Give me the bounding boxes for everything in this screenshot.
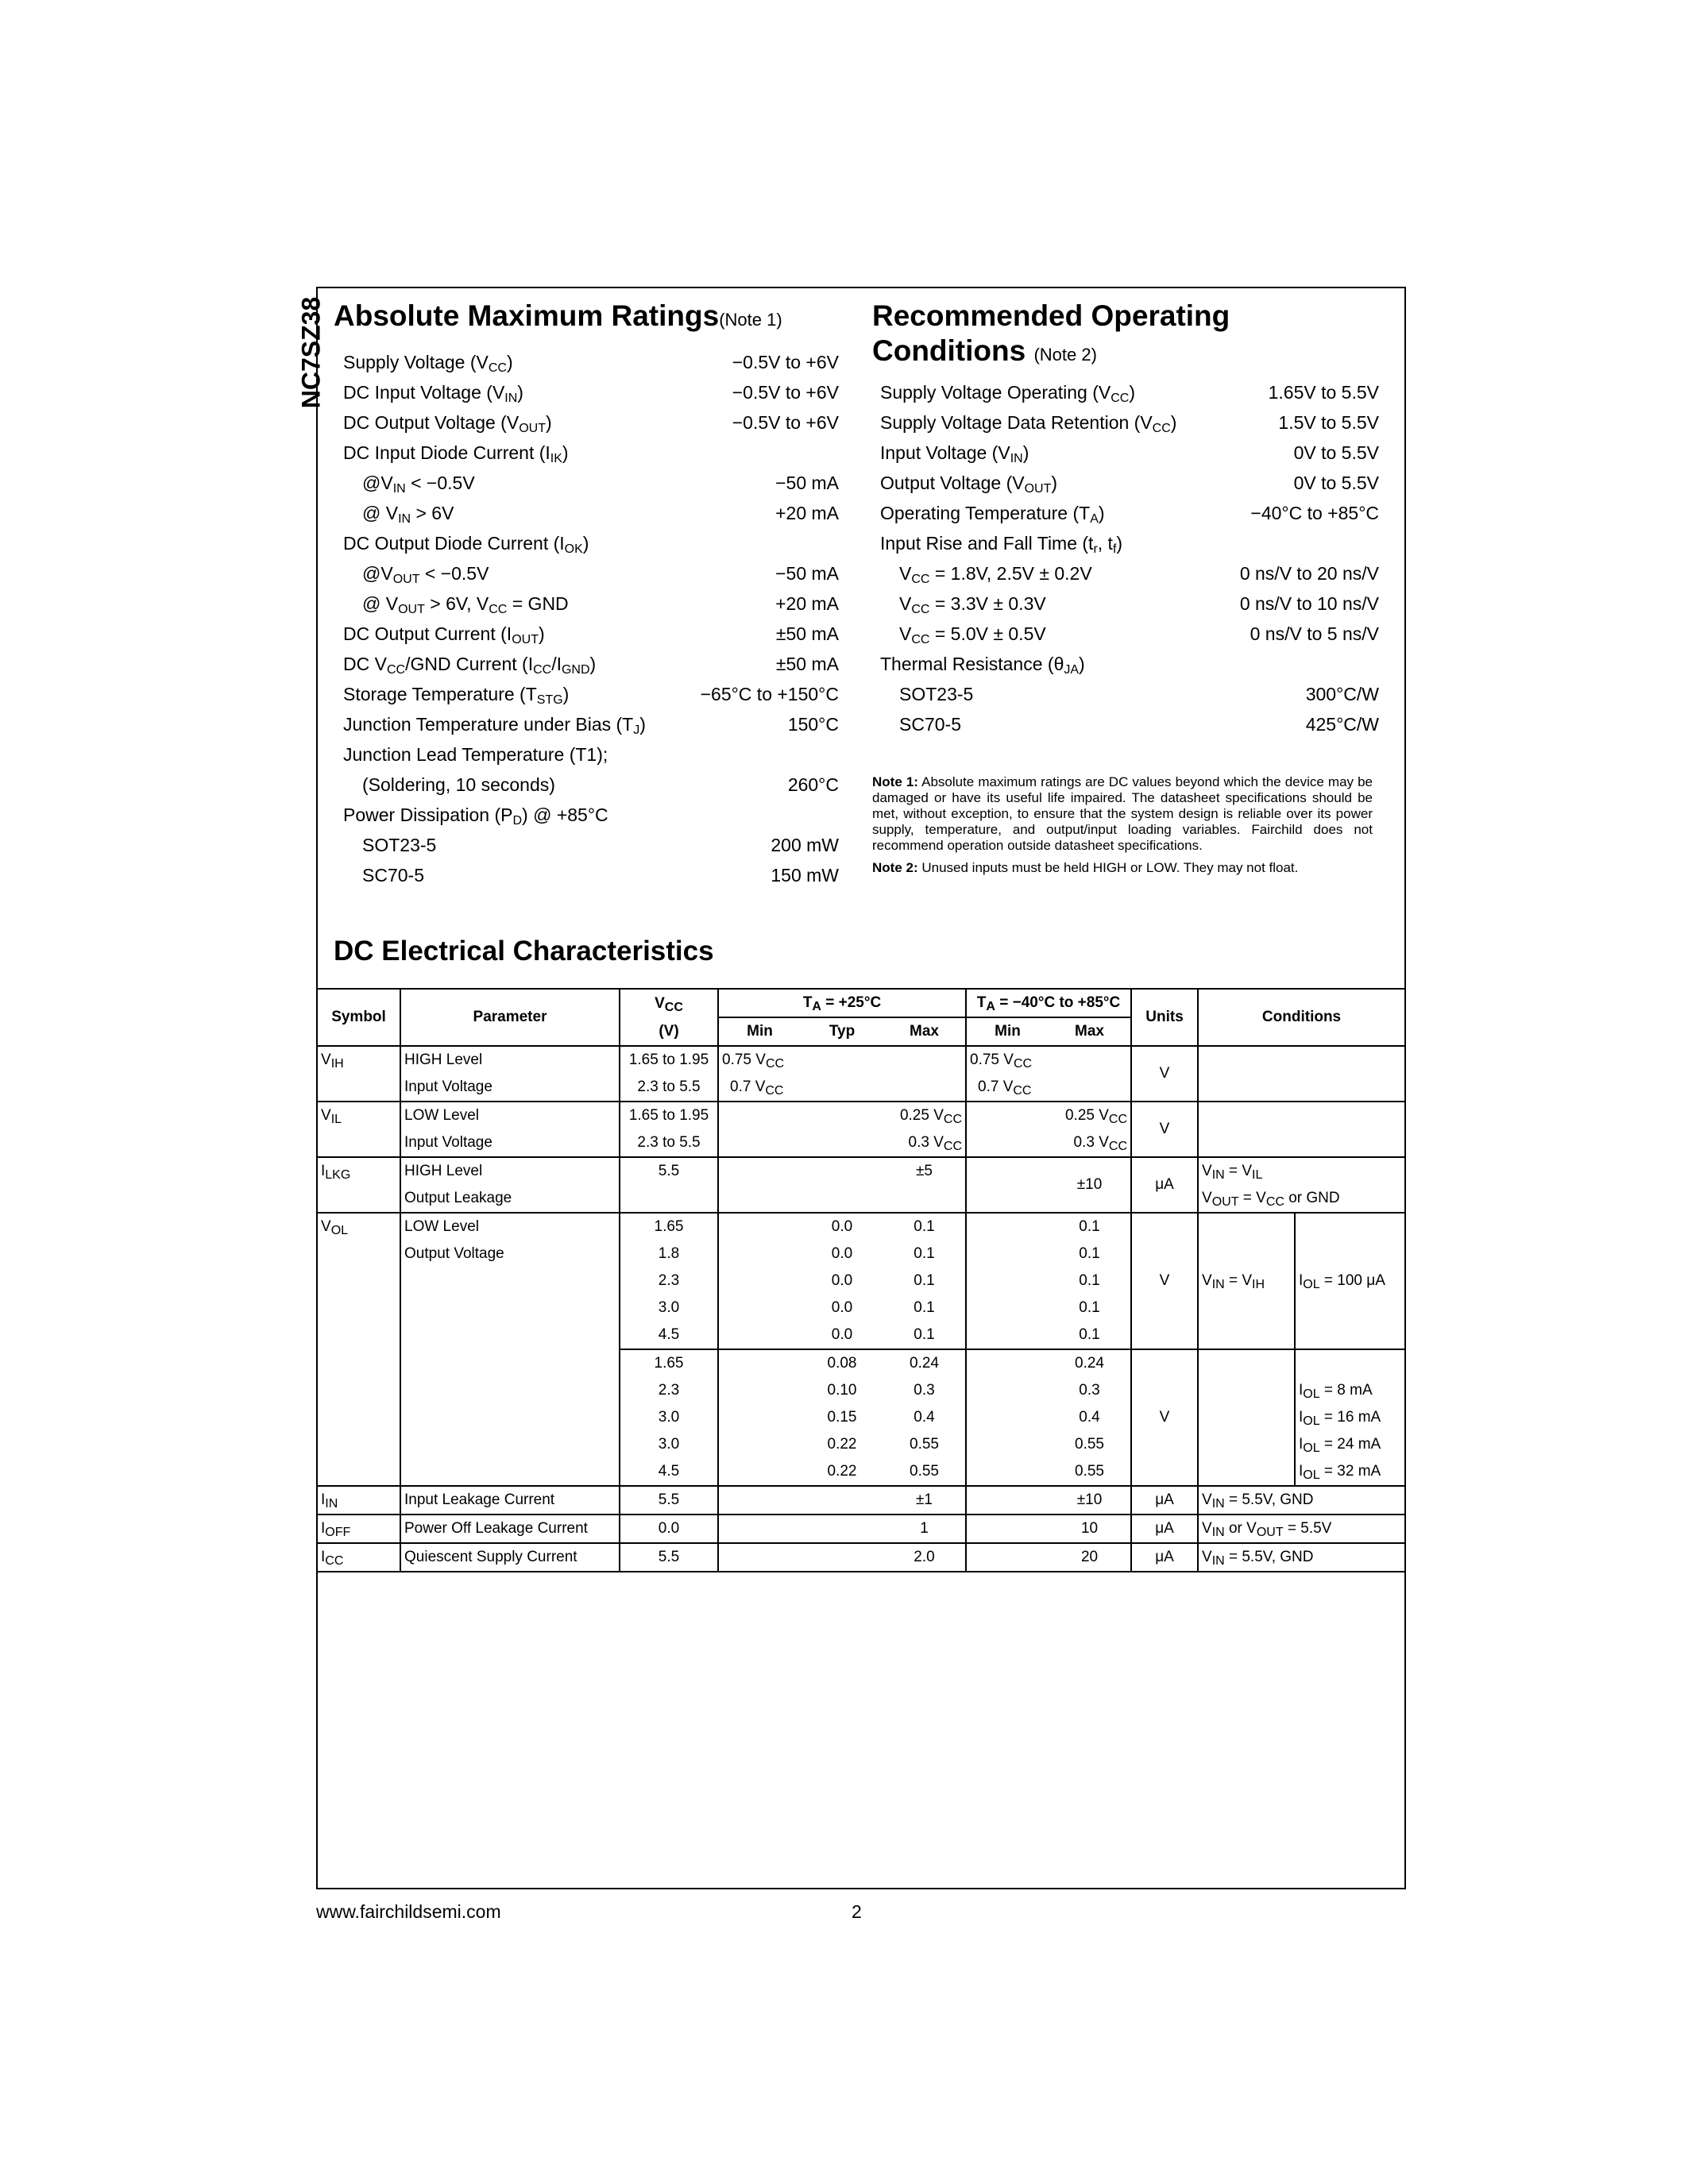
cell-max: 0.3 $V_{CC}$: [908, 1134, 962, 1153]
cell-vcc: 4.5: [620, 1322, 718, 1349]
hdr-parameter: Parameter: [400, 989, 620, 1046]
rating-value: −0.5V to +6V: [732, 382, 839, 403]
rating-value: −50 mA: [775, 473, 839, 493]
hdr-typ: Typ: [801, 1017, 883, 1046]
rating-value: 0 ns/V to 5 ns/V: [1250, 623, 1379, 644]
rating-row: [880, 528, 1379, 558]
rating-label: Thermal Resistance $(\theta_{JA})$: [880, 654, 1085, 677]
hdr-min: Min: [718, 1017, 801, 1046]
rating-value: ±50 mA: [775, 654, 839, 674]
cell-range-min: 0.7 $V_{CC}$: [966, 1074, 1049, 1102]
rating-label: Input Voltage $(V_{IN})$: [880, 442, 1029, 465]
rating-row: [343, 377, 839, 407]
cell-cond: $V_{OUT} = V_{CC}$ or GND: [1198, 1185, 1404, 1213]
rating-label: DC Input Diode Current $(I_{IK})$: [343, 442, 569, 465]
cell-units: V: [1131, 1102, 1198, 1157]
cell-cond: $V_{IN} = 5.5V$, GND: [1198, 1486, 1404, 1515]
dc-table: [318, 988, 1404, 1572]
amr-note-ref: (Note 1): [719, 310, 782, 330]
cell-range-max: ±10: [1049, 1157, 1131, 1213]
rating-label: Supply Voltage Data Retention $(V_{CC})$: [880, 412, 1177, 435]
cell-param: Input Leakage Current: [400, 1486, 620, 1515]
cell-typ: 0.08: [801, 1349, 883, 1377]
cell-range-max: 0.1: [1079, 1299, 1100, 1316]
table-row: [318, 1102, 1404, 1129]
rating-row: [880, 649, 1379, 679]
rating-row: [880, 679, 1379, 709]
rating-row: [343, 739, 839, 770]
rating-label: (Soldering, 10 seconds): [362, 774, 555, 795]
footer-url[interactable]: www.fairchildsemi.com: [316, 1901, 501, 1922]
cell-vcc: 1.65 to 1.95: [620, 1102, 718, 1129]
roc-title-line1: Recommended Operating: [872, 299, 1230, 332]
rating-row: [343, 438, 839, 468]
cell-min: 0.7 $V_{CC}$: [718, 1074, 801, 1102]
cell-typ: 0.22: [827, 1463, 857, 1480]
cell-symbol: $I_{IN}$: [318, 1486, 400, 1515]
table-row: [318, 1486, 1404, 1515]
cell-range-max: 0.1: [1079, 1245, 1100, 1262]
side-part-number: NC7SZ38: [296, 296, 326, 409]
rating-label: Supply Voltage $(V_{CC})$: [343, 352, 513, 375]
cell-vcc: 3.0: [620, 1295, 718, 1322]
rating-label: Operating Temperature $(T_A)$: [880, 503, 1105, 526]
cell-range-max: 0.55: [1075, 1436, 1104, 1453]
rating-row: [880, 407, 1379, 438]
rating-row: [880, 498, 1379, 528]
table-row: [318, 1515, 1404, 1543]
cell-units: μA: [1131, 1543, 1198, 1572]
cell-vcc: 1.65: [620, 1349, 718, 1377]
rating-label: DC Input Voltage $(V_{IN})$: [343, 382, 523, 405]
cell-max: 0.3: [914, 1382, 935, 1399]
cell-iol: $I_{OL} = 16$ mA: [1295, 1404, 1404, 1431]
cell-param: HIGH Level: [400, 1046, 620, 1074]
amr-heading: [334, 299, 782, 338]
note-2: [872, 860, 1373, 876]
note-2-label: Note 2:: [872, 860, 918, 875]
rating-value: 1.65V to 5.5V: [1268, 382, 1379, 403]
cell-max: 1: [883, 1515, 966, 1543]
cell-typ: 0.15: [827, 1409, 857, 1426]
rating-value: −50 mA: [775, 563, 839, 584]
cell-vcc: 2.3 to 5.5: [620, 1129, 718, 1157]
cell-symbol: $I_{OFF}$: [318, 1515, 400, 1543]
rating-label: $V_{CC} = 5.0V \pm 0.5V$: [899, 623, 1046, 646]
rating-value: −65°C to +150°C: [700, 684, 839, 704]
hdr-symbol: Symbol: [318, 989, 400, 1046]
cell-max: 0.1: [914, 1245, 935, 1262]
cell-param: HIGH Level: [400, 1157, 620, 1185]
cell-param: LOW Level: [400, 1102, 620, 1129]
cell-vcc: 3.0: [620, 1404, 718, 1431]
rating-value: 300°C/W: [1305, 684, 1379, 704]
table-row: [318, 1185, 1404, 1213]
rating-label: DC Output Voltage $(V_{OUT})$: [343, 412, 552, 435]
cell-typ: 0.0: [831, 1245, 853, 1262]
note-1-text: Absolute maximum ratings are DC values beyond which the device may be damaged or have its useful life impaired. The datasheet specifications should be met, without exception, to ensure that the system design is reliable over its power supply, temperature, and output/input loading variables. Fairchild does not recommend operation outside datasheet specifications.: [872, 774, 1373, 853]
rating-row: [880, 709, 1379, 739]
rating-row: [343, 860, 839, 890]
cell-typ: 0.0: [801, 1213, 883, 1241]
rating-row: [343, 800, 839, 830]
cell-range-max: 0.25 $V_{CC}$: [1049, 1102, 1131, 1129]
cell-symbol: $I_{LKG}$: [318, 1157, 400, 1213]
cell-vcc: 5.5: [620, 1543, 718, 1572]
hdr-vcc-unit: (V): [620, 1017, 718, 1046]
cell-units: μA: [1131, 1515, 1198, 1543]
rating-value: 0V to 5.5V: [1293, 473, 1379, 493]
cell-param: Output Leakage: [400, 1185, 620, 1213]
table-row: [318, 1046, 1404, 1074]
cell-iol: $I_{OL} = 24$ mA: [1295, 1431, 1404, 1458]
cell-range-max: 0.1: [1079, 1272, 1100, 1289]
rating-value: +20 mA: [775, 503, 839, 523]
rating-label: DC Output Current $(I_{OUT})$: [343, 623, 545, 646]
rating-value: 150°C: [787, 714, 839, 735]
note-2-text: Unused inputs must be held HIGH or LOW. They may not float.: [921, 860, 1299, 875]
rating-value: −0.5V to +6V: [732, 412, 839, 433]
cell-vcc: 5.5: [620, 1157, 718, 1185]
cell-max: ±5: [883, 1157, 966, 1185]
rating-value: 150 mW: [771, 865, 839, 886]
cell-range-max: 0.3 $V_{CC}$: [1073, 1134, 1128, 1153]
cell-cond: $V_{IN} = 5.5V$, GND: [1198, 1543, 1404, 1572]
hdr-units: Units: [1131, 989, 1198, 1046]
rating-label: Junction Temperature under Bias $(T_J)$: [343, 714, 646, 737]
rating-label: SC70-5: [362, 865, 424, 886]
cell-vcc: 1.65 to 1.95: [620, 1046, 718, 1074]
rating-label: SOT23-5: [362, 835, 437, 855]
cell-max: 0.25 $V_{CC}$: [883, 1102, 966, 1129]
cell-range-max: 0.55: [1075, 1463, 1104, 1480]
cell-param: Power Off Leakage Current: [400, 1515, 620, 1543]
cell-param: Input Voltage: [400, 1074, 620, 1102]
rating-label: Output Voltage $(V_{OUT})$: [880, 473, 1058, 496]
rating-label: SC70-5: [899, 714, 961, 735]
roc-heading: [872, 299, 1230, 372]
cell-range-max: 0.1: [1079, 1326, 1100, 1343]
rating-row: [343, 347, 839, 377]
cell-typ: 0.0: [831, 1326, 853, 1343]
note-1: [872, 774, 1373, 854]
cell-vcc: 2.3: [620, 1377, 718, 1404]
table-row: [318, 1157, 1404, 1185]
cell-iol: [1295, 1349, 1404, 1377]
rating-label: DC $V_{CC}$/GND Current $(I_{CC}/I_{GND})$: [343, 654, 597, 677]
cell-range-max: 20: [1049, 1543, 1131, 1572]
rating-label: $V_{CC} = 1.8V$, 2.5V ± 0.2V: [899, 563, 1092, 586]
hdr-conditions: Conditions: [1198, 989, 1404, 1046]
rating-row: [343, 619, 839, 649]
cell-vcc: 2.3 to 5.5: [620, 1074, 718, 1102]
rating-row: [343, 588, 839, 619]
cell-vcc: 1.8: [620, 1241, 718, 1268]
cell-iol: $I_{OL} = 100$ μA: [1295, 1213, 1404, 1349]
cell-max: ±1: [883, 1486, 966, 1515]
rating-value: 0V to 5.5V: [1293, 442, 1379, 463]
cell-vcc: 1.65: [620, 1213, 718, 1241]
cell-vcc: 3.0: [620, 1431, 718, 1458]
cell-range-max: ±10: [1049, 1486, 1131, 1515]
rating-row: [343, 649, 839, 679]
hdr-vcc: $V_{CC}$: [620, 989, 718, 1017]
rating-value: 425°C/W: [1305, 714, 1379, 735]
cell-typ: 0.0: [831, 1299, 853, 1316]
rating-value: 0 ns/V to 10 ns/V: [1239, 593, 1379, 614]
rating-row: [343, 468, 839, 498]
rating-row: [343, 498, 839, 528]
rating-value: 1.5V to 5.5V: [1278, 412, 1379, 433]
cell-symbol: $V_{IL}$: [318, 1102, 400, 1157]
vol-rows: [318, 1213, 1404, 1486]
rating-value: −0.5V to +6V: [732, 352, 839, 372]
cell-vcc: 0.0: [620, 1515, 718, 1543]
cell-param: LOW Level: [400, 1213, 620, 1241]
cell-max: 0.4: [914, 1409, 935, 1426]
table-row: [318, 1213, 1404, 1241]
rating-row: [880, 377, 1379, 407]
cell-units: μA: [1131, 1157, 1198, 1213]
rating-label: Junction Lead Temperature (T1);: [343, 744, 608, 765]
table-row: [318, 1543, 1404, 1572]
cell-param: Quiescent Supply Current: [400, 1543, 620, 1572]
rating-value: 200 mW: [771, 835, 839, 855]
rating-label: @ $V_{OUT} > 6V$, $V_{CC}$ = GND: [362, 593, 569, 616]
cell-range-max: 0.3: [1079, 1382, 1100, 1399]
rating-value: −40°C to +85°C: [1250, 503, 1379, 523]
roc-note-ref: (Note 2): [1033, 345, 1097, 365]
rating-row: [343, 528, 839, 558]
hdr-max: Max: [883, 1017, 966, 1046]
hdr-ta25: $T_A = +25^\circ C$: [718, 989, 966, 1017]
rating-row: [880, 438, 1379, 468]
cell-symbol: $V_{IH}$: [321, 1051, 344, 1071]
rating-label: Supply Voltage Operating $(V_{CC})$: [880, 382, 1136, 405]
rating-value: 260°C: [787, 774, 839, 795]
cell-cond: $V_{IN} = V_{IL}$: [1198, 1157, 1404, 1185]
rating-row: [343, 407, 839, 438]
cell-units: μA: [1131, 1486, 1198, 1515]
notes: [872, 774, 1373, 882]
dc-title: DC Electrical Characteristics: [334, 936, 714, 967]
cell-symbol: $V_{OL}$: [318, 1213, 400, 1486]
cell-typ: 0.22: [827, 1436, 857, 1453]
rating-label: SOT23-5: [899, 684, 974, 704]
cell-units: V: [1131, 1349, 1198, 1486]
cell-min: 0.75 $V_{CC}$: [718, 1046, 801, 1074]
cell-cond: $V_{IN}$ or $V_{OUT} = 5.5V$: [1198, 1515, 1404, 1543]
rating-label: @ $V_{IN} > 6V$: [362, 503, 454, 526]
cell-param: Input Voltage: [400, 1129, 620, 1157]
hdr-range-max: Max: [1049, 1017, 1131, 1046]
cell-typ: 0.10: [827, 1382, 857, 1399]
rating-row: [343, 709, 839, 739]
cell-symbol: $I_{CC}$: [318, 1543, 400, 1572]
cell-vcc: 2.3: [620, 1268, 718, 1295]
rating-label: DC Output Diode Current $(I_{OK})$: [343, 533, 589, 556]
hdr-ta-range: $T_A = -40^\circ C$ to +85°C: [966, 989, 1131, 1017]
cell-range-max: 0.1: [1049, 1213, 1131, 1241]
rating-row: [880, 558, 1379, 588]
rating-row: [880, 619, 1379, 649]
cell-units: V: [1131, 1213, 1198, 1349]
rating-value: 0 ns/V to 20 ns/V: [1239, 563, 1379, 584]
rating-label: Power Dissipation $(P_D)$ @ +85°C: [343, 805, 608, 828]
cell-max: 0.1: [914, 1272, 935, 1289]
note-1-label: Note 1:: [872, 774, 918, 789]
cell-range-min: 0.75 $V_{CC}$: [966, 1046, 1049, 1074]
roc-list: [880, 377, 1379, 739]
cell-max: 2.0: [883, 1543, 966, 1572]
rating-value: ±50 mA: [775, 623, 839, 644]
rating-label: $V_{CC} = 3.3V \pm 0.3V$: [899, 593, 1046, 616]
cell-range-max: 10: [1049, 1515, 1131, 1543]
rating-row: [880, 588, 1379, 619]
cell-range-max: 0.4: [1079, 1409, 1100, 1426]
hdr-range-min: Min: [966, 1017, 1049, 1046]
cell-max: 0.1: [883, 1213, 966, 1241]
cell-max: 0.55: [910, 1463, 939, 1480]
cell-iol: $I_{OL} = 8$ mA: [1295, 1377, 1404, 1404]
cell-vcc: 5.5: [620, 1486, 718, 1515]
header-row-1: [318, 989, 1404, 1017]
rating-row: [343, 830, 839, 860]
cell-max: 0.1: [914, 1326, 935, 1343]
rating-row: [343, 558, 839, 588]
cell-typ: 0.0: [831, 1272, 853, 1289]
rating-label: Storage Temperature $(T_{STG})$: [343, 684, 570, 707]
cell-cond: $V_{IN} = V_{IH}$: [1198, 1213, 1295, 1349]
rating-row: [880, 468, 1379, 498]
table-row: [318, 1349, 1404, 1377]
rating-label: Input Rise and Fall Time ($t_r$, $t_f$): [880, 533, 1123, 556]
cell-vcc: 4.5: [620, 1458, 718, 1486]
cell-max: 0.55: [910, 1436, 939, 1453]
cell-param: Output Voltage: [400, 1241, 620, 1268]
page-number: 2: [852, 1901, 862, 1922]
rating-label: $@V_{IN} < -0.5V$: [362, 473, 475, 496]
cell-max: 0.24: [883, 1349, 966, 1377]
rating-row: [343, 770, 839, 800]
amr-title: Absolute Maximum Ratings: [334, 299, 720, 332]
rating-row: [343, 679, 839, 709]
amr-list: [343, 347, 839, 890]
roc-title-line2: Conditions: [872, 334, 1026, 367]
cell-iol: $I_{OL} = 32$ mA: [1295, 1458, 1404, 1486]
rating-label: $@V_{OUT} < -0.5V$: [362, 563, 489, 586]
cell-max: 0.1: [914, 1299, 935, 1316]
rating-value: +20 mA: [775, 593, 839, 614]
cell-units: V: [1131, 1046, 1198, 1102]
cell-range-max: 0.24: [1049, 1349, 1131, 1377]
